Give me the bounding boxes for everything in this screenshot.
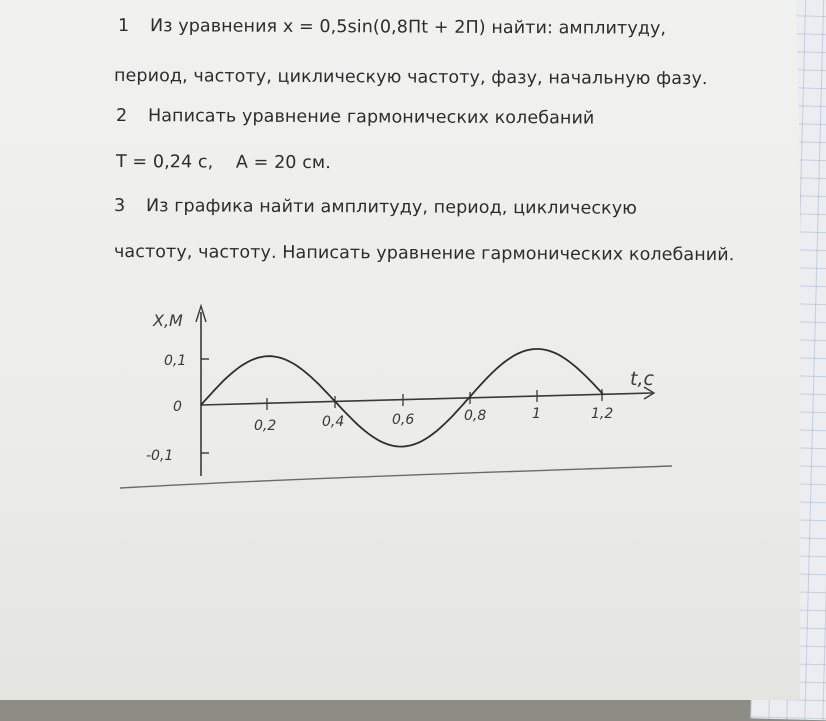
y-tick-label-neg: -0,1 <box>146 448 174 464</box>
x-tick-label-0-6: 0,6 <box>392 412 415 428</box>
task-3-number: 3 <box>113 196 126 217</box>
task-1-text-cont: период, частоту, циклическую частоту, фазу, начальную фазу. <box>113 66 708 90</box>
underline-stroke <box>120 466 672 488</box>
task-3-text: Из графика найти амплитуду, период, циклическую <box>145 196 638 219</box>
task-1-number: 1 <box>117 16 130 37</box>
task-1-text: Из уравнения x = 0,5sin(0,8Пt + 2П) найти: амплитуду, <box>149 16 667 39</box>
x-tick-label-0-2: 0,2 <box>254 418 277 434</box>
y-tick-label-pos: 0,1 <box>164 353 187 369</box>
task-2-number: 2 <box>115 106 128 127</box>
task-2-text: Написать уравнение гармонических колебаний <box>147 106 595 129</box>
x-axis-label: t,с <box>630 368 654 390</box>
x-axis <box>201 393 652 405</box>
task-2-givens: T = 0,24 с, A = 20 см. <box>115 152 331 174</box>
y-axis-label: Х,М <box>153 311 183 330</box>
x-tick-label-0-4: 0,4 <box>322 414 345 430</box>
task-3-text-cont: частоту, частоту. Написать уравнение гармонических колебаний. <box>113 242 735 266</box>
x-tick-label-1-2: 1,2 <box>591 406 614 422</box>
x-tick-label-0-8: 0,8 <box>464 408 487 424</box>
x-tick-label-1: 1 <box>532 406 541 422</box>
y-tick-label-zero: 0 <box>173 399 182 415</box>
